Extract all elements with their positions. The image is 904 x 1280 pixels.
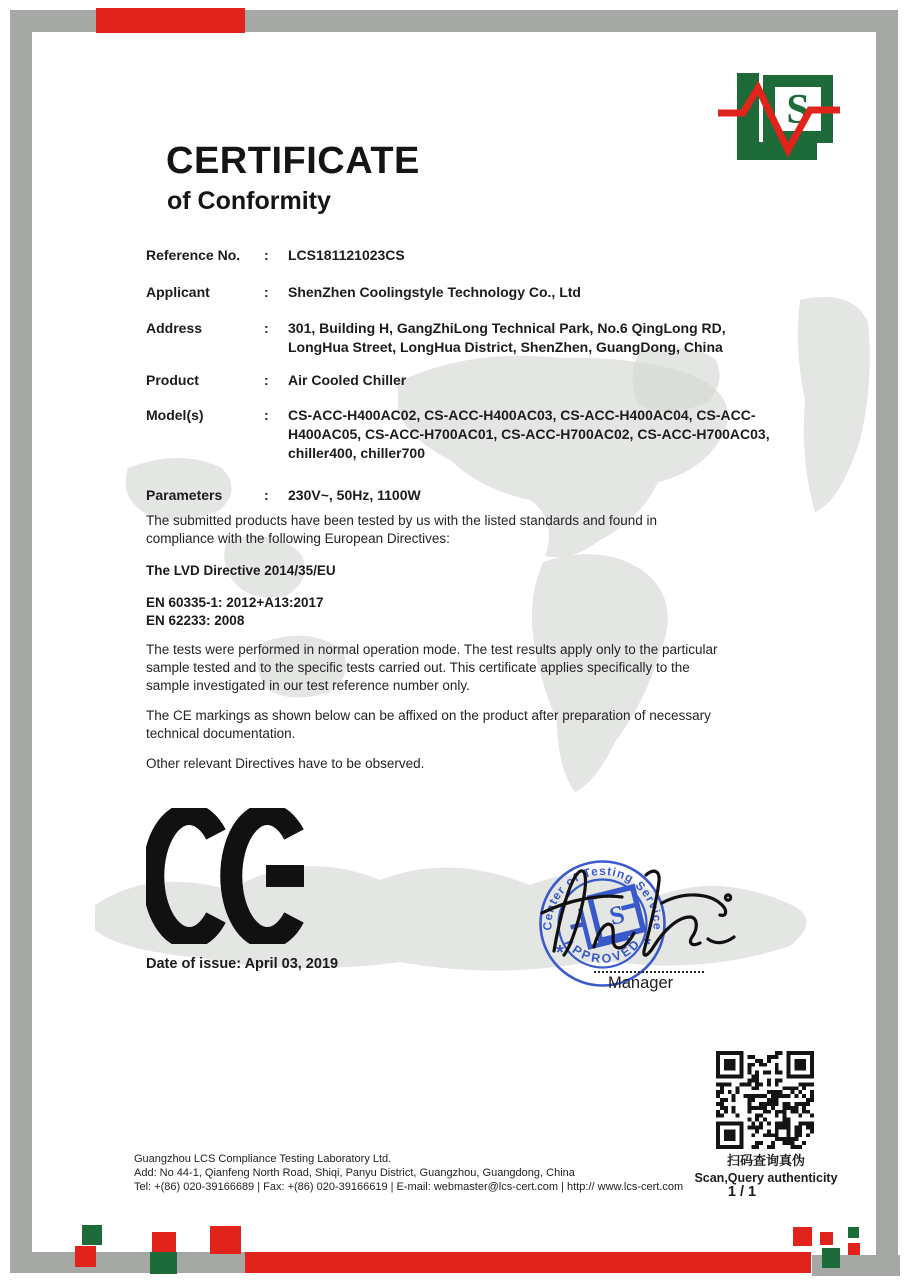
body-intro: The submitted products have been tested by us with the listed standards and found in compliance with the following European Directives: <box>146 513 658 546</box>
field-row-address <box>146 319 796 357</box>
stamp-logo-letter-s: S <box>606 899 628 932</box>
body-paragraph-1: The tests were performed in normal operation mode. The test results apply only to the particular sample tested and to the specific tests carried out. This certificate applies specifically to the sample investigated in our test reference number only. <box>146 642 718 693</box>
qr-code-svg <box>716 1051 814 1149</box>
certificate-title: CERTIFICATE <box>166 140 420 182</box>
lcs-logo-letter-s: S <box>786 87 810 133</box>
ce-mark <box>146 808 316 944</box>
body-directive: The LVD Directive 2014/35/EU <box>146 563 336 578</box>
deco-square-red <box>75 1246 96 1267</box>
map-blob-africa-edge <box>798 297 870 512</box>
field-row-product <box>146 371 796 390</box>
page-indicator: 1 / 1 <box>727 1184 757 1200</box>
field-colon: : <box>264 487 269 503</box>
signature-dotted-line <box>594 960 704 973</box>
frame-bottom-left-strip <box>10 1252 245 1273</box>
field-label: Reference No. <box>146 247 241 263</box>
deco-square-red <box>793 1227 812 1246</box>
lcs-logo <box>714 66 846 166</box>
field-label: Address <box>146 320 203 336</box>
stamp-star-right: * <box>643 934 651 956</box>
signer-title: Manager <box>608 974 674 992</box>
qr-caption-english: Scan,Query authenticity <box>694 1171 838 1185</box>
frame-right-bar <box>876 10 898 1273</box>
field-colon: : <box>264 284 269 300</box>
field-value: ShenZhen Coolingstyle Technology Co., Ltd <box>288 284 581 300</box>
field-row-applicant <box>146 283 796 302</box>
field-value: 301, Building H, GangZhiLong Technical Park, No.6 QingLong RD, LongHua Street, LongHua District, ShenZhen, GuangDong, China <box>288 320 726 355</box>
qr-caption-chinese: 扫码查询真伪 <box>726 1153 805 1168</box>
top-red-accent-bar <box>96 8 245 33</box>
deco-square-red <box>848 1243 860 1255</box>
deco-square-red <box>820 1232 833 1245</box>
footer-company: Guangzhou LCS Compliance Testing Laboratory Ltd. <box>134 1153 392 1165</box>
field-colon: : <box>264 247 269 263</box>
field-row-reference <box>146 246 796 265</box>
bottom-red-accent-bar <box>245 1252 811 1273</box>
certificate-subtitle: of Conformity <box>167 187 331 215</box>
field-value: 230V~, 50Hz, 1100W <box>288 487 421 503</box>
body-paragraph-2: The CE markings as shown below can be affixed on the product after preparation of necessary technical documentation. <box>146 708 711 741</box>
date-of-issue: Date of issue: April 03, 2019 <box>146 956 339 972</box>
field-label: Product <box>146 372 199 388</box>
stamp-star-left: * <box>556 942 564 964</box>
ce-letter-c <box>153 814 216 938</box>
field-label: Parameters <box>146 487 223 503</box>
field-value: CS-ACC-H400AC02, CS-ACC-H400AC03, CS-ACC-H400AC04, CS-ACC-H400AC05, CS-ACC-H700AC01, CS-ACC-H700AC02, CS-ACC-H700AC03, chiller400, chiller700 <box>288 407 770 461</box>
field-colon: : <box>264 407 269 423</box>
deco-square-green <box>150 1252 177 1274</box>
field-row-parameters <box>146 486 796 505</box>
qr-code <box>716 1051 814 1149</box>
deco-square-green <box>822 1248 840 1268</box>
deco-square-red <box>210 1226 241 1254</box>
field-label: Model(s) <box>146 407 204 423</box>
lcs-logo-l-horizontal <box>737 142 817 160</box>
field-label: Applicant <box>146 284 210 300</box>
deco-square-green <box>82 1225 102 1245</box>
frame-left-bar <box>10 10 32 1273</box>
stamp-arc-top-textpath: Center of Testing Service <box>540 863 665 931</box>
body-standard-2: EN 62233: 2008 <box>146 613 245 628</box>
footer-address: Add: No 44-1, Qianfeng North Road, Shiqi, Panyu District, Guangzhou, Guangdong, China <box>134 1167 575 1180</box>
field-value: Air Cooled Chiller <box>288 372 407 388</box>
footer <box>134 1152 706 1195</box>
deco-square-green <box>848 1227 859 1238</box>
field-colon: : <box>264 372 269 388</box>
body-paragraph-3: Other relevant Directives have to be observed. <box>146 756 425 771</box>
body-standard-1: EN 60335-1: 2012+A13:2017 <box>146 595 324 610</box>
stamp-arc-bottom-textpath: APPROVED <box>561 935 644 967</box>
field-colon: : <box>264 320 269 336</box>
field-value: LCS181121023CS <box>288 247 405 263</box>
footer-contact: Tel: +(86) 020-39166689 | Fax: +(86) 020-39166619 | E-mail: webmaster@lcs-cert.com | http:// www.lcs-cert.com <box>134 1181 684 1194</box>
field-row-models <box>146 406 796 463</box>
qr-caption <box>686 1150 846 1185</box>
